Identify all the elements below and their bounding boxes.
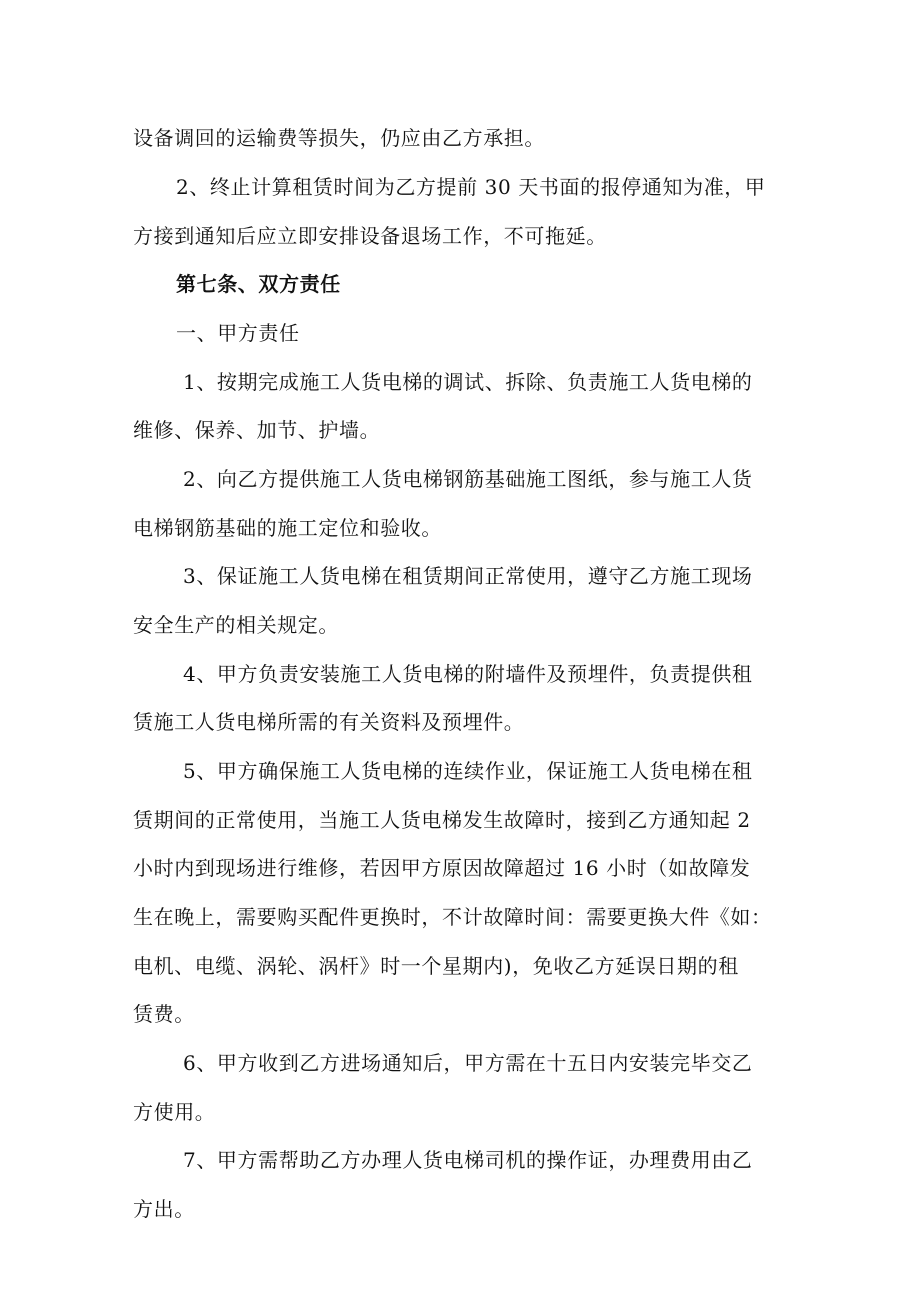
text-line: 生在晚上，需要购买配件更换时，不计故障时间：需要更换大件《如： bbox=[133, 905, 772, 929]
text-line: 小时内到现场进行维修，若因甲方原因故障超过 16 小时（如故障发 bbox=[133, 856, 751, 880]
text-line: 电梯钢筋基础的施工定位和验收。 bbox=[133, 516, 442, 540]
text-line: 维修、保养、加节、护墙。 bbox=[133, 418, 381, 442]
text-line: 赁期间的正常使用，当施工人货电梯发生故障时，接到乙方通知起 2 bbox=[133, 808, 751, 832]
text-line: 7、甲方需帮助乙方办理人货电梯司机的操作证，办理费用由乙 bbox=[183, 1148, 753, 1172]
text-line: 赁施工人货电梯所需的有关资料及预埋件。 bbox=[133, 710, 525, 734]
text-line: 2、终止计算租赁时间为乙方提前 30 天书面的报停通知为准，甲 bbox=[176, 175, 766, 199]
text-line: 方使用。 bbox=[133, 1100, 216, 1124]
text-line: 赁费。 bbox=[133, 1002, 195, 1026]
text-line: 设备调回的运输费等损失，仍应由乙方承担。 bbox=[133, 126, 545, 150]
text-line: 安全生产的相关规定。 bbox=[133, 613, 339, 637]
text-line: 6、甲方收到乙方进场通知后，甲方需在十五日内安装完毕交乙 bbox=[183, 1051, 753, 1075]
text-line: 2、向乙方提供施工人货电梯钢筋基础施工图纸，参与施工人货 bbox=[183, 467, 753, 491]
text-line: 电机、电缆、涡轮、涡杆》时一个星期内)，免收乙方延误日期的租 bbox=[133, 954, 739, 978]
text-line: 方出。 bbox=[133, 1197, 195, 1221]
text-line: 5、甲方确保施工人货电梯的连续作业，保证施工人货电梯在租 bbox=[183, 759, 753, 783]
text-line: 3、保证施工人货电梯在租赁期间正常使用，遵守乙方施工现场 bbox=[183, 564, 753, 588]
text-line: 4、甲方负责安装施工人货电梯的附墙件及预埋件，负责提供租 bbox=[183, 662, 753, 686]
section-heading: 第七条、双方责任 bbox=[176, 272, 341, 296]
subsection-heading: 一、甲方责任 bbox=[176, 321, 300, 345]
text-line: 方接到通知后应立即安排设备退场工作，不可拖延。 bbox=[133, 224, 607, 248]
text-line: 1、按期完成施工人货电梯的调试、拆除、负责施工人货电梯的 bbox=[183, 370, 753, 394]
